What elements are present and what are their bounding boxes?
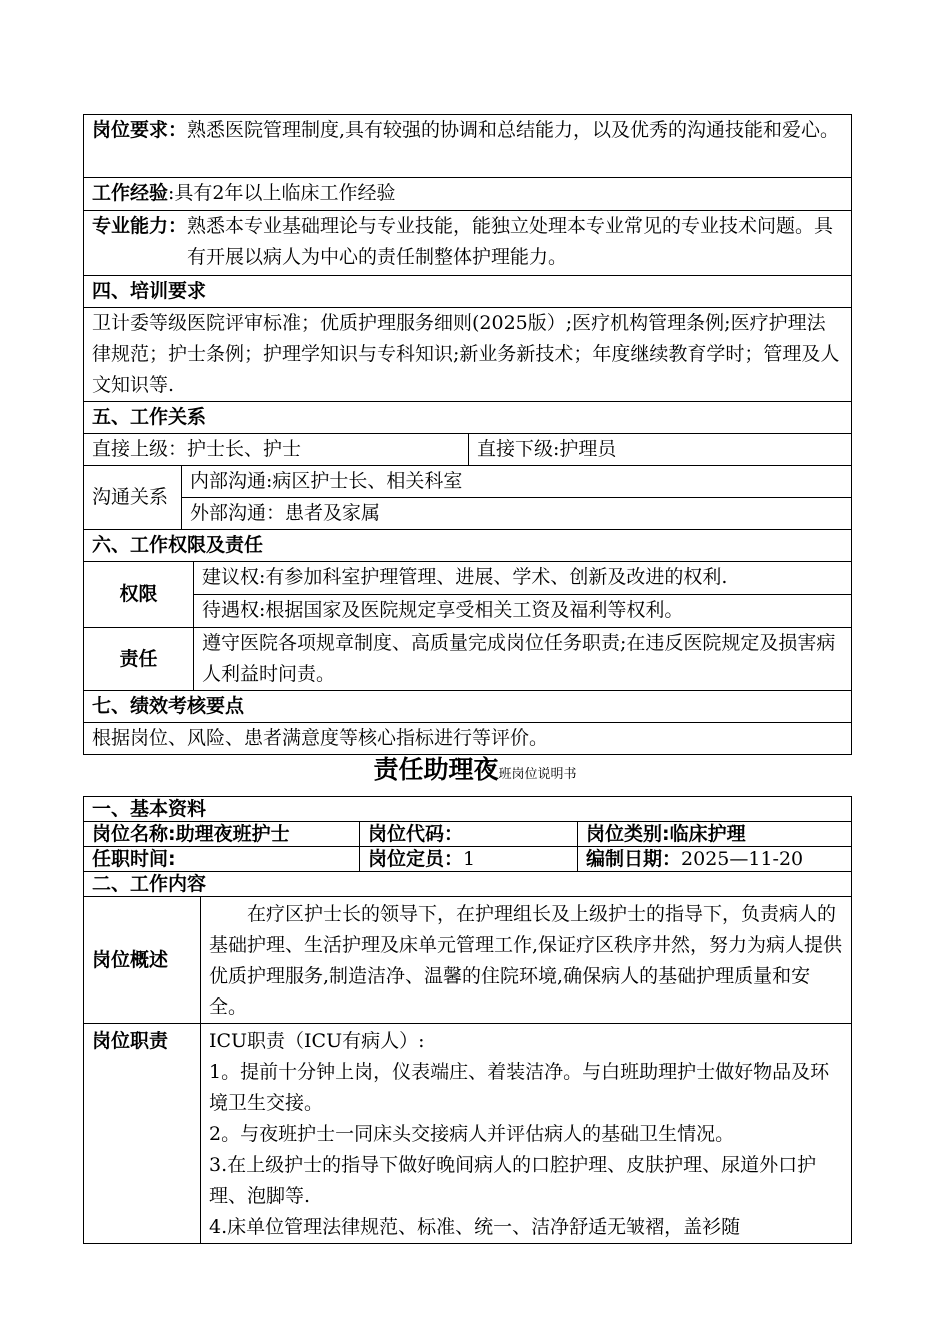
- kpi-text: 根据岗位、风险、患者满意度等核心指标进行等评价。: [84, 723, 852, 755]
- duty-item: 4.床单位管理法律规范、标准、统一、洁净舒适无皱褶，盖衫随: [209, 1216, 741, 1238]
- direct-subordinate: 直接下级:护理员: [469, 434, 852, 466]
- content-heading: 二、工作内容: [84, 872, 852, 897]
- headcount-value: 1: [463, 848, 476, 870]
- date-label: 编制日期：: [586, 848, 682, 870]
- benefit-right: 待遇权:根据国家及医院规定享受相关工资及福利等权利。: [194, 595, 852, 628]
- duty-item: 3.在上级护士的指导下做好晚间病人的口腔护理、皮肤护理、尿道外口护理、泡脚等.: [209, 1154, 817, 1207]
- job-spec-table-continued: [83, 114, 852, 755]
- external-communication: 外部沟通：患者及家属: [182, 498, 852, 530]
- training-heading: 四、培训要求: [84, 276, 852, 308]
- headcount-label: 岗位定员：: [368, 848, 464, 870]
- experience-label: 工作经验: [92, 182, 169, 204]
- duty-item: 1。提前十分钟上岗，仪表端庄、着装洁净。与白班助理护士做好物品及环境卫生交接。: [209, 1061, 830, 1114]
- basic-info-heading: 一、基本资料: [84, 797, 852, 822]
- overview-text: 在疗区护士长的领导下，在护理组长及上级护士的指导下，负责病人的基础护理、生活护理及床单元管理工作,保证疗区秩序井然，努力为病人提供优质护理服务,制造洁净、温馨的住院环境,确保病人的基础护理质量和安全。: [201, 897, 852, 1024]
- duty-label: 责任: [84, 628, 194, 691]
- duty-text: 遵守医院各项规章制度、高质量完成岗位任务职责;在违反医院规定及损害病人利益时问责。: [194, 628, 852, 691]
- requirement-label: 岗位要求：: [92, 119, 188, 141]
- training-text: 卫计委等级医院评审标准；优质护理服务细则(2025版）;医疗机构管理条例;医疗护理法律规范；护士条例；护理学知识与专科知识;新业务新技术；年度继续教育学时；管理及人文知识等.: [84, 308, 852, 402]
- direct-superior: 直接上级：护士长、护士: [84, 434, 469, 466]
- post-name: 岗位名称:助理夜班护士: [84, 822, 360, 847]
- job-description-table: [83, 796, 852, 1244]
- advisory-right: 建议权:有参加科室护理管理、进展、学术、创新及改进的权利.: [194, 562, 852, 595]
- communication-label: 沟通关系: [84, 466, 182, 530]
- document-title-suffix: 班岗位说明书: [498, 767, 577, 782]
- overview-label: 岗位概述: [84, 897, 201, 1024]
- authority-heading: 六、工作权限及责任: [84, 530, 852, 562]
- internal-communication: 内部沟通:病区护士长、相关科室: [182, 466, 852, 498]
- duty-item: ICU职责（ICU有病人）:: [209, 1030, 425, 1052]
- duties-list: [201, 1024, 852, 1244]
- skill-text: 熟悉本专业基础理论与专业技能，能独立处理本专业常见的专业技术问题。具有开展以病人为中心的责任制整体护理能力。: [187, 215, 834, 268]
- duties-label: 岗位职责: [84, 1024, 201, 1244]
- relations-heading: 五、工作关系: [84, 402, 852, 434]
- post-code: 岗位代码：: [360, 822, 578, 847]
- duty-item: 2。与夜班护士一同床头交接病人并评估病人的基础卫生情况。: [209, 1123, 735, 1145]
- tenure: 任职时间:: [84, 847, 360, 872]
- experience-text: :具有2年以上临床工作经验: [168, 182, 396, 204]
- date-value: 2025—11-20: [681, 848, 804, 870]
- skill-label: 专业能力：: [92, 215, 188, 237]
- document-title: [0, 750, 950, 786]
- power-label: 权限: [84, 562, 194, 628]
- document-title-main: 责任助理夜: [373, 755, 499, 784]
- requirement-text: 熟悉医院管理制度,具有较强的协调和总结能力，以及优秀的沟通技能和爱心。: [187, 119, 840, 141]
- post-category: 岗位类别:临床护理: [578, 822, 852, 847]
- kpi-heading: 七、绩效考核要点: [84, 691, 852, 723]
